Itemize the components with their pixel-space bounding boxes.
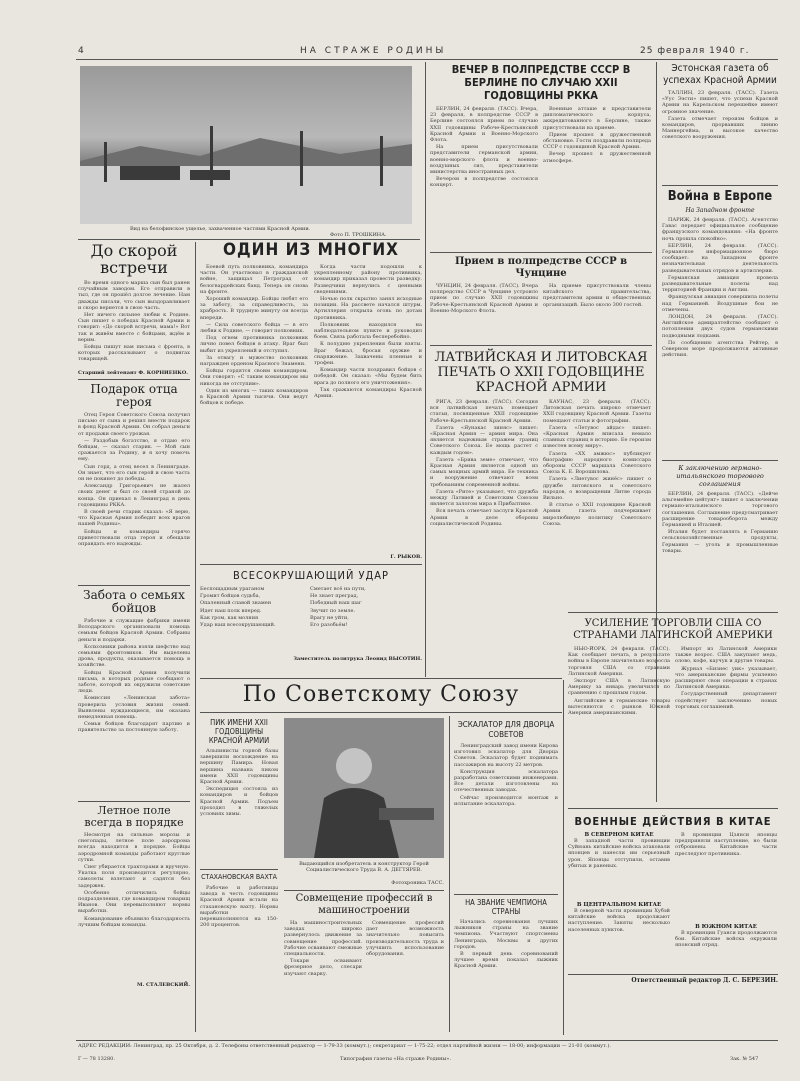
col2-divider: [425, 62, 426, 677]
china-war: [568, 815, 778, 984]
col2-poem-author: Заместитель политрука Леонид ВЫСОТИН.: [293, 656, 422, 662]
su-text2: Рабочие и работницы завода в честь годовщины Красной Армии встали на стахановскую вахту. Нормы выработки перевыполняются на 150-200 процентов.: [200, 885, 278, 929]
col3-text-f: КАУНАС, 23 февраля. (ТАСС). Литовская печать широко отмечает XXII годовщину Красной Армии. Газеты помещают статьи и фотографии. Газета «Летувос айдас» пишет: «Красная Армия вписала немало славных страниц в историю. Ее героизм известен всему миру». Газета «XX амжюс» публикует биографию народного комиссара обороны СССР маршала Советского Союза К. Е. Ворошилова. Газета «Лиетувос жинёс» пишет о дружбе литовского и советского народов, о возвращении Литве города Вильно. В статье о XXII годовщине Красной Армии газета подчеркивает миролюбивую политику Советского Союза.: [543, 399, 651, 527]
footer-rule: [76, 1040, 778, 1041]
china-title: ВОЕННЫЕ ДЕЙСТВИЯ В КИТАЕ: [574, 815, 772, 828]
col2: [200, 240, 422, 662]
china-col-a: [568, 832, 670, 972]
usa-text-b: Импорт из Латинской Америки также возрос. США закупают медь, олово, кофе, каучук и другие товары. Журнал «Бизнес уик» указывает, что американские фирмы усиленно расширяют свои операции в странах Латинской Америки. Государственный департамент содействует заключению новых торговых соглашений.: [675, 646, 777, 710]
col4-rule2: [662, 460, 778, 461]
col3-text-c: ЧУНЦИН, 24 февраля. (ТАСС). Вчера полпредство СССР в Чунцине устроило прием по случаю XXII годовщины Рабоче-Крестьянской Красной Армии и Военно-Морского Флота.: [430, 283, 538, 314]
su-text5: Начались соревнования лучших лыжников страны на звание чемпиона. Участвуют спортсмены Ленинграда, Москвы и других городов. В первый день соревнований лучшее время показал лыжник Красной Армии.: [454, 919, 558, 970]
photo-finnish-gorge: [80, 66, 412, 224]
usa-body: [568, 646, 778, 816]
su-text3a: На машиностроительных заводах широко развернулось движение за совмещение профессий. Рабочие осваивают смежные специальности. Токари осваивают фрезерное дело, слесари изучают сварку.: [284, 920, 362, 977]
col3-title2: Прием в полпредстве СССР в Чунцине: [454, 256, 628, 279]
col3-title3: ЛАТВИЙСКАЯ И ЛИТОВСКАЯ ПЕЧАТЬ О XXII ГОДОВЩИНЕ КРАСНОЙ АРМИИ: [434, 350, 648, 395]
col3-body2: [430, 283, 652, 341]
china-col-b: [675, 832, 777, 972]
usa-title: УСИЛЕНИЕ ТОРГОВЛИ США СО СТРАНАМИ ЛАТИНСКОЙ АМЕРИКИ: [573, 618, 773, 641]
col1-title3: Забота о семьях бойцов: [83, 588, 185, 615]
su-rule1: [200, 869, 278, 870]
su-rule3: [454, 894, 558, 895]
su-text1: Альпинисты горной базы завершили восхождение на вершину Памира. Новая вершина названа пиком имени XXII годовщины Красной Армии. Экспедиция состояла из командиров и бойцов Красной Армии. Подъем проходил в тяжелых условиях зимы.: [200, 748, 278, 818]
col3-rule1: [430, 252, 652, 253]
col1-sig1: Старший лейтенант Ф. КОРНИЕНКО.: [78, 370, 188, 376]
col1-rule2: [78, 585, 190, 586]
col4-text3: БЕРЛИН, 24 февраля. (ТАСС). «Дейче альгемейне цейтунг» пишет о заключении германо-итальянского торгового соглашения. Соглашение предусматривает расширение товарооборота между Германией и Италией. Италия будет поставлять в Германию сельскохозяйственные продукты, Германия — уголь и промышленные товары.: [662, 491, 778, 554]
footer-order: Зак. № 547: [730, 1056, 759, 1062]
su-rule2: [284, 890, 444, 891]
su-col2: [284, 888, 444, 1030]
col3: [430, 63, 652, 699]
col4: [662, 63, 778, 581]
china-text-d: В провинции Гуанси продолжаются бои. Китайские войска окружили японский отряд.: [675, 930, 777, 949]
col2-title: ОДИН ИЗ МНОГИХ: [223, 240, 399, 260]
editor: Ответственный редактор Д. С. БЕРЕЗИН.: [631, 977, 778, 984]
col4-title1: Эстонская газета об успехах Красной Армии: [663, 63, 777, 86]
issue-date: 25 февраля 1940 г.: [640, 46, 750, 56]
right-rule1: [568, 612, 778, 613]
footer-code: Г — 78 13280.: [78, 1056, 115, 1062]
col4-title2: Война в Европе: [667, 189, 773, 204]
su-title3: Совмещение профессий в машиностроении: [295, 893, 433, 916]
col2-body: [200, 264, 422, 554]
china-text-a: В западной части провинции Суйюань китайские войска атаковали японцев и нанесли им серьезный урон. Японцы отступили, оставив убитых и раненых.: [568, 838, 670, 869]
col2-rule: [200, 564, 422, 565]
photo-landscape: [80, 66, 412, 224]
su-photo-credit: Фотохроника ТАСС.: [391, 880, 444, 886]
su-col1: [200, 718, 278, 985]
col1-title2: Подарок отца героя: [90, 382, 178, 409]
footer-address: АДРЕС РЕДАКЦИИ: Ленинград, пр. 25 Октября, д. 2. Телефоны ответственный редактор — 1-79-33 (коммут.); секретариат — 1-75-22; отдел партийной жизни — 18-00; информации — 21-01 (коммут.).: [78, 1043, 611, 1049]
col3-rule2: [430, 345, 652, 346]
col1-text1: Во время одного марша сын был ранен случайным заводом. Его отправили в тыл, где он прошёл долгое лечение. Нам дважды писали, что сын выздоравливает и скоро вернется в свою часть. Нет ничего сильнее любви к Родине. Сын пишет о победах Красной Армии и говорит: «До скорой встречи, мама!» Вот так и живём вместе с бойцами, ждём и верим. Бойцы пишут нам письма с фронта, в которых рассказывают о подвигах товарищей.: [78, 280, 190, 363]
right-divider: [563, 680, 564, 1035]
usa-trade: [568, 618, 778, 816]
col2-text-b: Когда части подошли к укрепленному району противника, командир приказал провести разведку. Разведчики вернулись с ценными сведениями. Ночью полк скрытно занял исходные позиции. На рассвете начался штурм. Артиллерия открыла огонь по дотам противника. Полковник находился на наблюдательном пункте и руководил боем. Связь работала бесперебойно. К полудню укрепления были взяты. Враг бежал, бросая оружие и снаряжение. Захвачены пленные и трофеи. Командир части поздравил бойцов с победой. Он сказал: «Мы будем бить врага до полного его уничтожения». Так сражаются командиры Красной Армии.: [314, 264, 422, 400]
right-rule2: [568, 808, 778, 809]
col1-sig4: М. СТАЛЕВСКИЙ.: [137, 982, 190, 988]
col2-text-a: Боевой путь полковника, командира части. Он участвовал в гражданской войне, защищал Петроград от белогвардейских банд. Теперь он снова на фронте. Хороший командир. Бойцы любят его за заботу, за справедливость, за храбрость. В трудную минуту он всегда впереди. — Сила советского бойца — в его любви к Родине, — говорит полковник. Под огнем противника полковник лично повел бойцов в атаку. Враг был выбит из укреплений и отступил. За отвагу и мужество полковник награжден орденом Красного Знамени. Бойцы гордятся своим командиром. Они говорят: «С таким командиром мы никогда не отступим». Один из многих — таких командиров в Красной Армии тысячи. Они ведут бойцов к победе.: [200, 264, 308, 407]
usa-text-a: НЬЮ-ЙОРК, 24 февраля. (ТАСС). Как сообщает печать, в результате войны в Европе значительно возросла торговля США со странами Латинской Америки. Экспорт США в Латинскую Америку за январь увеличился по сравнению с прошлым годом. Английские и германские товары вытесняются с рынков Южной Америки американскими.: [568, 646, 670, 717]
su-title2: СТАХАНОВСКАЯ ВАХТА: [201, 873, 277, 881]
col4-title3: К заключению германо-итальянского торгового соглашения: [676, 464, 764, 488]
china-text-c: В провинции Цзянси японцы предприняли наступление, но были отброшены. Китайские части преследуют противника.: [675, 832, 777, 857]
col1-rule1: [78, 379, 190, 380]
newspaper-name: НА СТРАЖЕ РОДИНЫ: [300, 46, 447, 56]
photo-caption: Вид на белофинское ущелье, захваченное частями Красной Армии.: [130, 226, 311, 232]
col2-poem: [200, 586, 422, 656]
photo-figure: [284, 718, 444, 858]
china-sub2: В ЦЕНТРАЛЬНОМ КИТАЕ: [576, 902, 662, 908]
su-title4: ЭСКАЛАТОР ДЛЯ ДВОРЦА СОВЕТОВ: [457, 720, 555, 739]
col3-text-e: РИГА, 23 февраля. (ТАСС). Сегодня вся латвийская печать помещает статьи, посвященные XXII годовщине Рабоче-Крестьянской Красной Армии. Газета «Яунакас зиняс» пишет: «Красная Армия — армия мира. Она является надежным стражем границ Советского Союза. Ее мощь растет с каждым годом». Газета «Брива земе» отмечает, что Красная Армия является одной из самых мощных армий мира. Ее техника и вооружение отвечают всем требованиям современной войны. Газета «Рите» указывает, что дружба между Латвией и Советским Союзом является залогом мира в Прибалтике. Вся печать отмечает заслуги Красной Армии в деле обороны социалистической Родины.: [430, 399, 538, 527]
su-divider: [449, 716, 450, 1032]
col4-text2: ПАРИЖ, 24 февраля. (ТАСС). Агентство Гавас передает официальное сообщение французского командования: «На фронте ночь прошла спокойно». БЕРЛИН, 24 февраля. (ТАСС). Германское информационное бюро сообщает: на Западном фронте незначительная деятельность разведывательных отрядов и артиллерии. Германская авиация провела разведывательные полеты над территорией Франции и Англии. Французская авиация совершила полеты над Германией. Воздушные бои не отмечены. ЛОНДОН, 24 февраля. (ТАСС). Английское адмиралтейство сообщает о потоплении двух судов германскими подводными лодками. По сообщению агентства Рейтер, в Северном море продолжаются активные действия.: [662, 217, 778, 359]
col1-title1: До скорой встречи: [90, 241, 178, 277]
china-sub1: В СЕВЕРНОМ КИТАЕ: [584, 832, 654, 838]
col1-rule3: [78, 801, 190, 802]
col4-subtitle2: На Западном фронте: [685, 207, 755, 214]
col3-body1: [430, 106, 652, 246]
su-banner-rule: [200, 712, 562, 713]
col1: [78, 242, 190, 988]
photo-degtyarev: [284, 718, 444, 858]
col1-text2: Отец Героя Советского Союза получил письмо от сына и решил внести подарок в фонд Красной Армии. Он собрал деньги от продажи своего урожая. — Раздобыв богатство, я отдаю его бойцам, — сказал старик. — Мой сын сражается за Родину, и я хочу помочь ему. Сын горд, а отец весел в Ленинграде. Он знает, что его сын герой и свою часть он не покинет до победы. Александр Григорьевич не жалел своих денег и был со своей страной до конца. Он приехал в Ленинград в день годовщины РККА. В своей речи старик сказал: «Я верю, что Красная Армия победит всех врагов нашей Родины». Бойцы и командиры горячо приветствовали отца героя и обещали оправдать его надежды.: [78, 412, 190, 548]
col1-text3: Рабочие и служащие фабрики имени Володарского организовали помощь семьям бойцов Красной Армии. Собраны деньги и подарки. Колхозники района взяли шефство над семьями фронтовиков. Им выделены дрова, продукты, оказывается помощь в хозяйстве. Бойцы Красной Армии получили письма, в которых родные сообщают о заботе, которой их окружили советские люди. Комиссия «Ленинская забота» проверила условия жизни семей. Выявлены нуждающиеся, им оказана немедленная помощь. Семьи бойцов благодарят партию и правительство за постоянную заботу.: [78, 618, 190, 734]
china-body: [568, 832, 778, 972]
col2-poem-b: Сметает всё на пути, Не знает преград, Победный наш шаг Звучит по земле. Врагу не уйти, Его разобьём!: [310, 586, 366, 629]
page-number: 4: [78, 46, 87, 56]
su-body3: [284, 920, 444, 1030]
col3-text-d: На приеме присутствовали члены китайского правительства, представители армии и общественных организаций. Было около 300 гостей.: [543, 283, 651, 308]
col3-text-b: Военные атташе и представители дипломатического корпуса, аккредитованного в Берлине, также присутствовали на приеме. Прием прошел в дружественной обстановке. Гости поздравили полпреда СССР с годовщиной Красной Армии. Вечер прошел в дружественной атмосфере.: [543, 106, 651, 164]
photo-credit: Фото П. ТРОШКИНА.: [330, 232, 387, 238]
su-title5: НА ЗВАНИЕ ЧЕМПИОНА СТРАНЫ: [465, 898, 547, 916]
editor-rule: [568, 974, 778, 975]
china-text-b: В северной части провинции Хубэй китайские войска продолжают наступление. Заняты несколько населенных пунктов.: [568, 908, 670, 933]
col2-poem-a: Беспощадным ураганом Громит бойцов судьба, Опаленный славой знамен Идет наш полк вперед. Как гром, как молния Удар наш всесокрушающий.: [200, 586, 276, 629]
su-text4: Ленинградский завод имени Кирова изготовил эскалатор для Дворца Советов. Эскалатор будет поднимать пассажиров на высоту 22 метров. Конструкция эскалатора разработана советскими инженерами. Все детали изготовлены на отечественных заводах. Сейчас производится монтаж и испытание эскалатора.: [454, 743, 558, 807]
footer-printer: Типография газеты «На страже Родины».: [340, 1056, 452, 1062]
col1-title4: Летное поле всегда в порядке: [84, 804, 184, 829]
col1-divider: [195, 242, 196, 1032]
col4-text1: ТАЛЛИН, 23 февраля. (ТАСС). Газета «Уус Ээсти» пишет, что успехи Красной Армии на Карельском перешейке имеют огромное значение. Газета отмечает героизм бойцов и командиров, прорвавших линию Маннергейма, и высокое качество советского вооружения.: [662, 90, 778, 141]
china-sub3: В ЮЖНОМ КИТАЕ: [695, 924, 757, 930]
col3-text-a: БЕРЛИН, 24 февраля. (ТАСС). Вчера, 23 февраля, в полпредстве СССР в Берлине состоялся прием по случаю XXII годовщины Рабоче-Крестьянской Красной Армии и Военно-Морского Флота. На прием присутствовали представители германской армии, военно-морского флота и военно-воздушных сил, представители министерства иностранных дел. Вечером в полпредстве состоялся концерт.: [430, 106, 538, 189]
col3-title: ВЕЧЕР В ПОЛПРЕДСТВЕ СССР В БЕРЛИНЕ ПО СЛУЧАЮ XXII ГОДОВЩИНЫ РККА: [451, 63, 631, 102]
col2-sig: Г. РЫКОВ.: [390, 554, 422, 560]
header-rule: [76, 59, 778, 60]
su-photo-caption: Выдающийся изобретатель и конструктор Герой Социалистического Труда В. А. ДЕГТЯРЕВ.: [299, 861, 429, 873]
su-col3: [454, 720, 558, 1039]
su-text3b: Совмещение профессий дает возможность значительно повысить производительность труда и улучшить использование оборудования.: [366, 920, 444, 958]
col1-text4: Несмотря на сильные морозы и снегопады, летное поле аэродрома всегда находится в порядке. Бойцы аэродромной команды работают круглые сутки. Снег убирается тракторами и вручную. Укатка поля производится регулярно, самолеты взлетают и садятся без задержек. Особенно отличились бойцы подразделения, где командиром товарищ Иванов. Они перевыполняют нормы выработки. Командование объявило благодарность лучшим бойцам команды.: [78, 832, 190, 928]
su-title1: ПИК ИМЕНИ XXII ГОДОВЩИНЫ КРАСНОЙ АРМИИ: [208, 718, 270, 745]
col4-rule1: [662, 185, 778, 186]
col2-poem-title: ВСЕСОКРУШАЮЩИЙ УДАР: [233, 569, 389, 582]
su-top-rule: [200, 678, 562, 679]
su-banner: По Советскому Союзу: [242, 682, 520, 707]
